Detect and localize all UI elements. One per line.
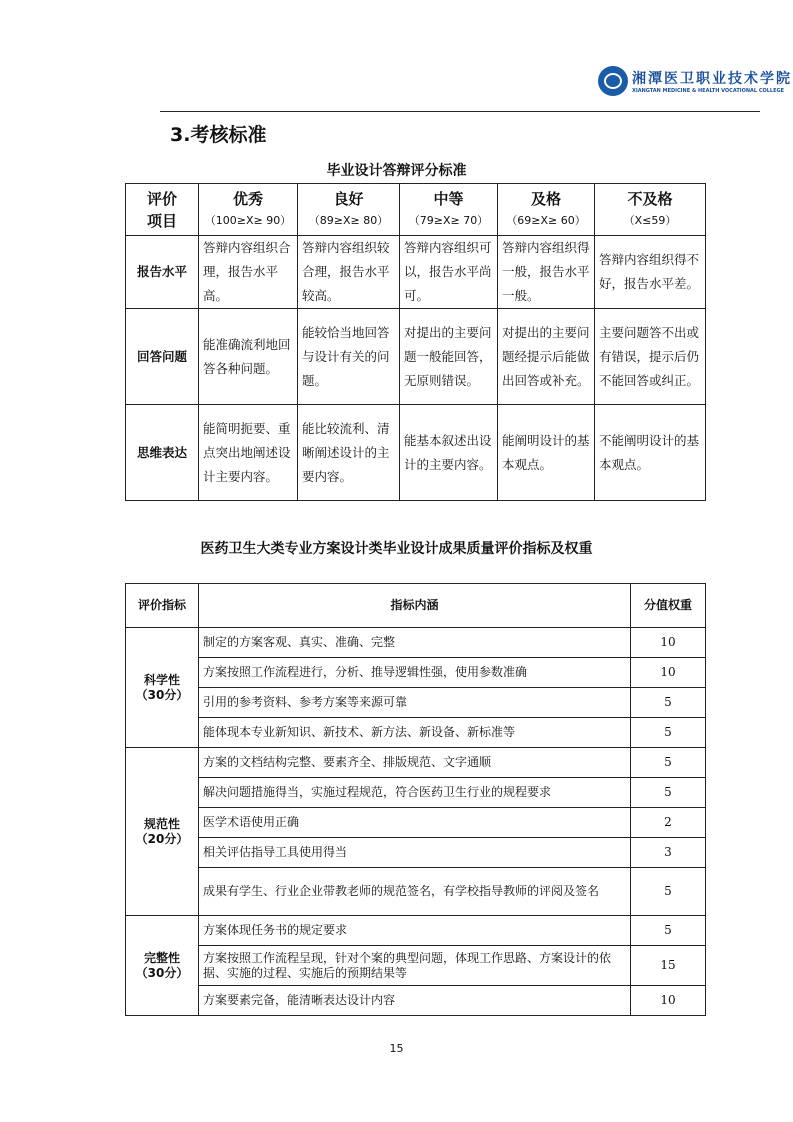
college-seal-icon [598, 66, 628, 96]
grade-range: （79≥X≥ 70） [408, 213, 489, 227]
table-row [126, 916, 706, 946]
weight-value: 15 [631, 946, 706, 986]
weight-value: 10 [631, 628, 706, 658]
grade-range: （X≤59） [623, 213, 677, 227]
row-label: 报告水平 [126, 236, 199, 309]
table-row [126, 658, 706, 688]
table-row [126, 838, 706, 868]
header-divider [160, 111, 760, 112]
table-row [126, 236, 706, 309]
weight-value: 2 [631, 808, 706, 838]
index-content: 方案体现任务书的规定要求 [199, 916, 631, 946]
quality-index-table [125, 583, 706, 1016]
page-number: 15 [389, 1042, 404, 1055]
grade-range: （89≥X≥ 80） [308, 213, 389, 227]
table-cell: 主要问题答不出或有错误，提示后仍不能回答或纠正。 [595, 309, 706, 405]
grade-name: 不及格 [627, 189, 673, 208]
column-header: 评价指标 [126, 584, 199, 628]
grade-name: 优秀 [232, 189, 263, 208]
index-content: 方案按照工作流程呈现，针对个案的典型问题，体现工作思路、方案设计的依据、实施的过程、实施后的预期结果等 [199, 946, 631, 986]
group-name: 规范性 [143, 816, 180, 831]
index-content: 方案的文档结构完整、要素齐全、排版规范、文字通顺 [199, 748, 631, 778]
table-row [126, 628, 706, 658]
group-name: 完整性 [143, 950, 180, 965]
table-cell: 答辩内容组织得不好，报告水平差。 [595, 236, 706, 309]
table-cell: 能准确流利地回答各种问题。 [199, 309, 298, 405]
column-header: 分值权重 [631, 584, 706, 628]
table-row [126, 718, 706, 748]
group-score: （20分） [135, 831, 189, 846]
corner-label: 评价 [146, 189, 177, 208]
table1-caption: 毕业设计答辩评分标准 [326, 163, 467, 179]
index-content: 引用的参考资料、参考方案等来源可靠 [199, 688, 631, 718]
table-row [126, 405, 706, 501]
table-row [126, 808, 706, 838]
weight-value: 10 [631, 658, 706, 688]
weight-value: 5 [631, 916, 706, 946]
row-label: 思维表达 [126, 405, 199, 501]
table-cell: 能基本叙述出设计的主要内容。 [400, 405, 498, 501]
group-label [126, 748, 199, 916]
table-cell: 答辩内容组织合理，报告水平高。 [199, 236, 298, 309]
table-row [126, 946, 706, 986]
table-cell: 能比较流利、清晰阐述设计的主要内容。 [298, 405, 400, 501]
logo-chinese-name: 湘潭医卫职业技术学院 [632, 71, 792, 87]
group-label [126, 628, 199, 748]
weight-value: 5 [631, 718, 706, 748]
table-cell: 答辩内容组织较合理，报告水平较高。 [298, 236, 400, 309]
index-content: 相关评估指导工具使用得当 [199, 838, 631, 868]
weight-value: 5 [631, 688, 706, 718]
table-row [126, 986, 706, 1016]
group-label [126, 916, 199, 1016]
index-content: 成果有学生、行业企业带教老师的规范签名，有学校指导教师的评阅及签名 [199, 868, 631, 916]
logo-english-name: XIANGTAN MEDICINE & HEALTH VOCATIONAL COLLEGE [632, 88, 785, 94]
table-cell: 不能阐明设计的基本观点。 [595, 405, 706, 501]
table-cell: 答辩内容组织得一般，报告水平一般。 [498, 236, 595, 309]
table-cell: 能简明扼要、重点突出地阐述设计主要内容。 [199, 405, 298, 501]
table-row [126, 688, 706, 718]
table-cell: 能较恰当地回答与设计有关的问题。 [298, 309, 400, 405]
section-title: 3.考核标准 [170, 124, 267, 146]
grade-name: 良好 [333, 189, 364, 208]
weight-value: 5 [631, 778, 706, 808]
table-cell: 对提出的主要问题一般能回答，无原则错误。 [400, 309, 498, 405]
defense-scoring-table [125, 183, 706, 501]
group-score: （30分） [135, 965, 189, 980]
table-row [126, 748, 706, 778]
table-row [126, 778, 706, 808]
table-row [126, 868, 706, 916]
grade-range: （69≥X≥ 60） [506, 213, 586, 227]
table2-caption: 医药卫生大类专业方案设计类毕业设计成果质量评价指标及权重 [200, 541, 593, 557]
weight-value: 10 [631, 986, 706, 1016]
weight-value: 3 [631, 838, 706, 868]
table-cell: 能阐明设计的基本观点。 [498, 405, 595, 501]
college-logo [598, 66, 792, 96]
group-score: （30分） [135, 687, 189, 702]
table-row [126, 309, 706, 405]
table-cell: 答辩内容组织可以，报告水平尚可。 [400, 236, 498, 309]
row-label: 回答问题 [126, 309, 199, 405]
table-header-row [126, 584, 706, 628]
index-content: 医学术语使用正确 [199, 808, 631, 838]
grade-name: 中等 [433, 189, 464, 208]
index-content: 解决问题措施得当，实施过程规范，符合医药卫生行业的规程要求 [199, 778, 631, 808]
table-cell: 对提出的主要问题经提示后能做出回答或补充。 [498, 309, 595, 405]
weight-value: 5 [631, 868, 706, 916]
group-name: 科学性 [143, 672, 180, 687]
index-content: 方案按照工作流程进行，分析、推导逻辑性强，使用参数准确 [199, 658, 631, 688]
grade-range: （100≥X≥ 90） [204, 213, 292, 227]
weight-value: 5 [631, 748, 706, 778]
index-content: 能体现本专业新知识、新技术、新方法、新设备、新标准等 [199, 718, 631, 748]
grade-name: 及格 [530, 189, 561, 208]
index-content: 制定的方案客观、真实、准确、完整 [199, 628, 631, 658]
index-content: 方案要素完备，能清晰表达设计内容 [199, 986, 631, 1016]
column-header: 指标内涵 [199, 584, 631, 628]
corner-label: 项目 [146, 211, 177, 230]
table-header-row [126, 184, 706, 236]
